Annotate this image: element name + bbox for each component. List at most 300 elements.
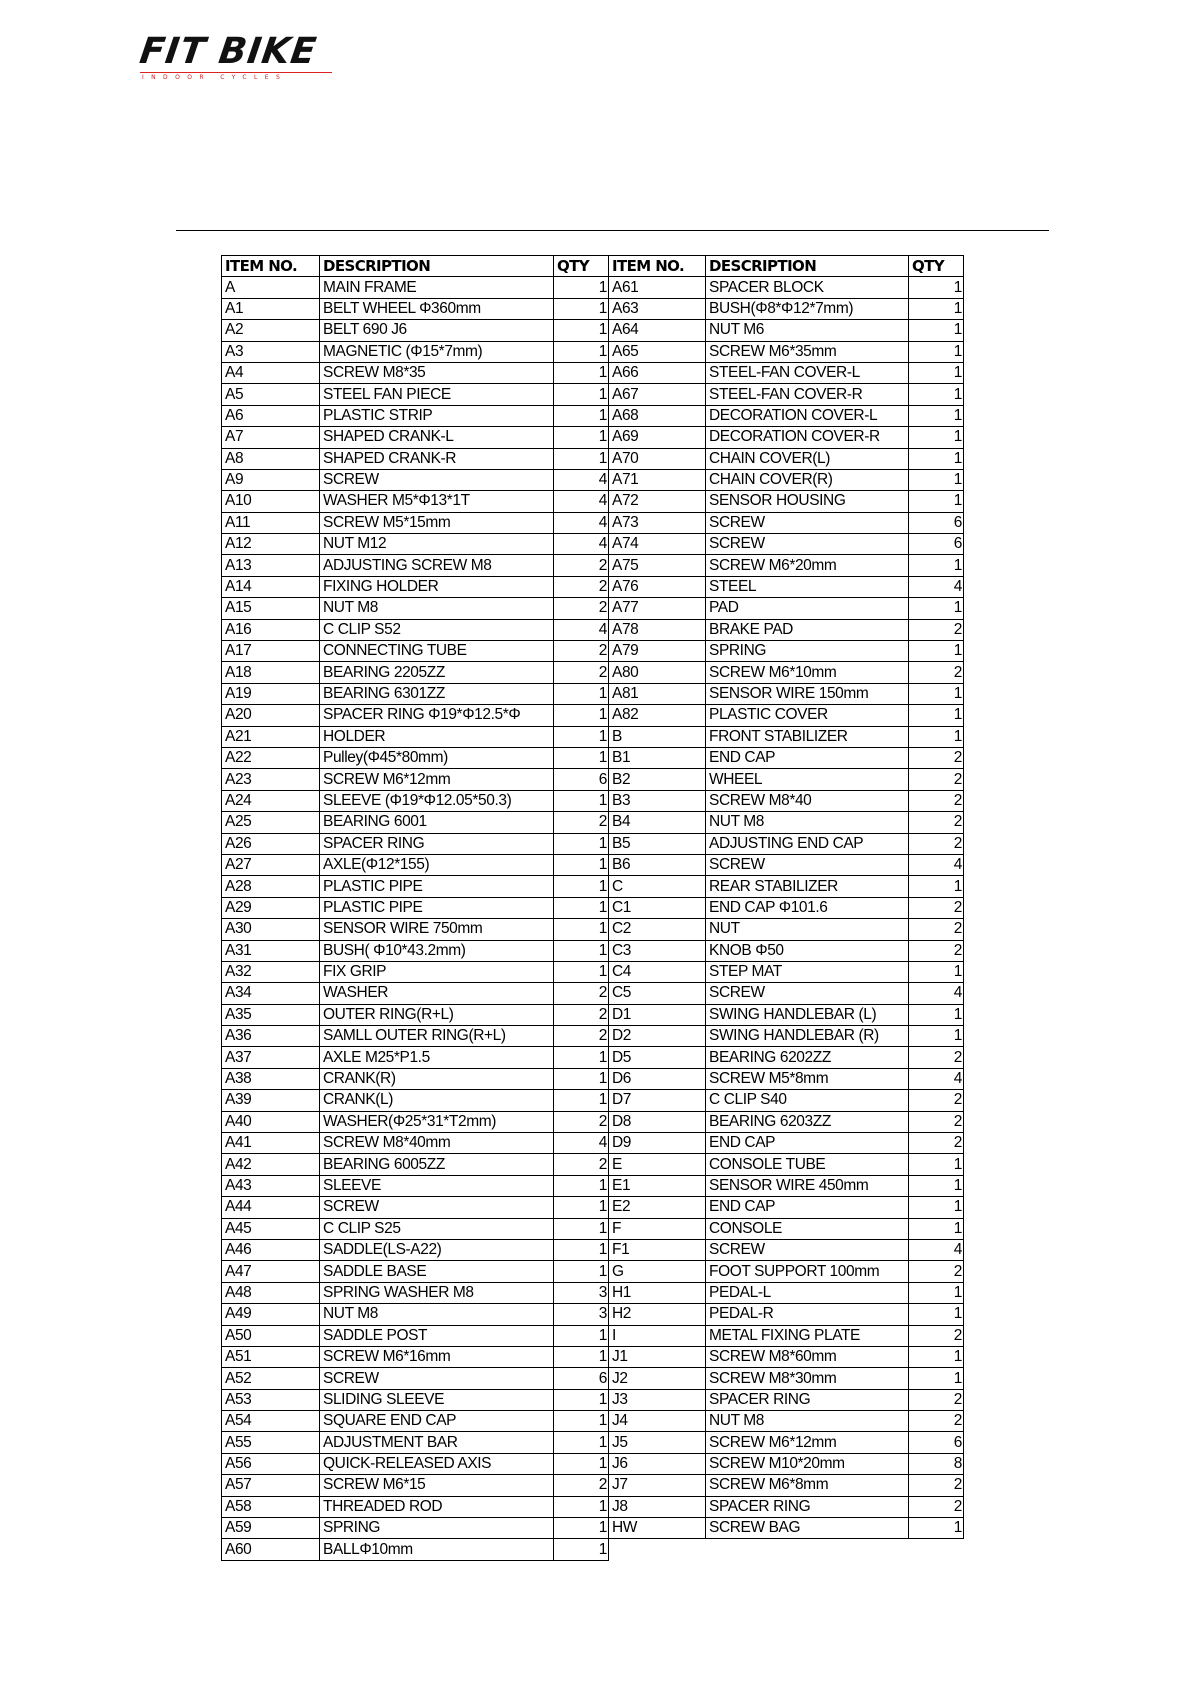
item-description: ADJUSTING END CAP <box>706 833 909 854</box>
item-number: C1 <box>609 897 706 918</box>
item-description: BELT 690 J6 <box>320 320 554 341</box>
item-number: B4 <box>609 812 706 833</box>
item-qty: 2 <box>554 983 609 1004</box>
table-row <box>222 726 609 747</box>
header-row <box>609 256 964 277</box>
item-description: SCREW M6*15 <box>320 1475 554 1496</box>
item-description: REAR STABILIZER <box>706 876 909 897</box>
table-row <box>222 1261 609 1282</box>
table-row <box>222 854 609 875</box>
table-row <box>609 512 964 533</box>
table-row <box>222 1133 609 1154</box>
item-description: SCREW M8*40mm <box>320 1133 554 1154</box>
item-number: J7 <box>609 1475 706 1496</box>
table-row <box>609 1261 964 1282</box>
item-description: BEARING 6005ZZ <box>320 1154 554 1175</box>
item-description: SENSOR WIRE 750mm <box>320 919 554 940</box>
item-qty: 4 <box>909 983 964 1004</box>
item-description: BELT WHEEL Φ360mm <box>320 298 554 319</box>
table-row <box>222 705 609 726</box>
item-qty: 1 <box>909 1304 964 1325</box>
item-description: SCREW <box>706 854 909 875</box>
item-description: CONSOLE TUBE <box>706 1154 909 1175</box>
item-description: KNOB Φ50 <box>706 940 909 961</box>
item-qty: 2 <box>554 576 609 597</box>
table-row <box>609 876 964 897</box>
table-row <box>609 384 964 405</box>
item-qty: 1 <box>554 1197 609 1218</box>
item-description: NUT M12 <box>320 534 554 555</box>
item-qty: 1 <box>554 1325 609 1346</box>
item-qty: 2 <box>909 1261 964 1282</box>
item-number: J4 <box>609 1411 706 1432</box>
item-qty: 1 <box>909 1218 964 1239</box>
item-number: A9 <box>222 469 320 490</box>
item-description: SCREW BAG <box>706 1518 909 1539</box>
item-number: J5 <box>609 1432 706 1453</box>
item-description: FIXING HOLDER <box>320 576 554 597</box>
item-number: D6 <box>609 1068 706 1089</box>
table-row <box>222 876 609 897</box>
table-row <box>609 362 964 383</box>
item-description: SCREW M8*35 <box>320 362 554 383</box>
item-qty: 1 <box>554 1261 609 1282</box>
item-number: A76 <box>609 576 706 597</box>
item-qty: 2 <box>909 747 964 768</box>
item-qty: 1 <box>554 919 609 940</box>
item-description: SCREW M8*40 <box>706 790 909 811</box>
item-qty: 2 <box>909 1111 964 1132</box>
item-qty: 2 <box>909 833 964 854</box>
table-row <box>222 598 609 619</box>
item-qty: 1 <box>554 790 609 811</box>
table-row <box>609 1389 964 1410</box>
item-number: A27 <box>222 854 320 875</box>
table-row <box>222 362 609 383</box>
item-description: SADDLE(LS-A22) <box>320 1239 554 1260</box>
item-number: A20 <box>222 705 320 726</box>
header-qty: QTY <box>554 256 609 277</box>
table-row <box>222 940 609 961</box>
item-number: A22 <box>222 747 320 768</box>
item-number: C <box>609 876 706 897</box>
item-qty: 1 <box>909 320 964 341</box>
item-description: THREADED ROD <box>320 1496 554 1517</box>
table-row <box>222 983 609 1004</box>
parts-table-left <box>221 255 609 1561</box>
item-qty: 6 <box>554 1368 609 1389</box>
item-description: ADJUSTMENT BAR <box>320 1432 554 1453</box>
table-row <box>609 833 964 854</box>
item-qty: 1 <box>554 1175 609 1196</box>
item-qty: 2 <box>554 598 609 619</box>
item-qty: 1 <box>554 1090 609 1111</box>
item-number: A43 <box>222 1175 320 1196</box>
table-row <box>609 448 964 469</box>
item-number: C3 <box>609 940 706 961</box>
item-number: A48 <box>222 1282 320 1303</box>
item-number: E2 <box>609 1197 706 1218</box>
item-description: METAL FIXING PLATE <box>706 1325 909 1346</box>
item-description: SCREW <box>706 534 909 555</box>
item-qty: 2 <box>909 1133 964 1154</box>
item-description: C CLIP S52 <box>320 619 554 640</box>
item-number: A28 <box>222 876 320 897</box>
item-qty: 1 <box>909 384 964 405</box>
item-qty: 1 <box>909 469 964 490</box>
item-number: A57 <box>222 1475 320 1496</box>
table-row <box>609 1154 964 1175</box>
item-qty: 1 <box>554 341 609 362</box>
item-description: SHAPED CRANK-L <box>320 427 554 448</box>
item-number: B <box>609 726 706 747</box>
item-description: END CAP Φ101.6 <box>706 897 909 918</box>
item-number: A35 <box>222 1004 320 1025</box>
item-number: A31 <box>222 940 320 961</box>
table-row <box>222 1368 609 1389</box>
item-number: A66 <box>609 362 706 383</box>
item-number: A10 <box>222 491 320 512</box>
item-description: NUT M8 <box>320 1304 554 1325</box>
item-description: BEARING 6001 <box>320 812 554 833</box>
item-number: A1 <box>222 298 320 319</box>
item-description: NUT M8 <box>706 812 909 833</box>
item-number: D5 <box>609 1047 706 1068</box>
table-row <box>609 961 964 982</box>
table-row <box>222 919 609 940</box>
item-description: PAD <box>706 598 909 619</box>
item-description: SPACER RING Φ19*Φ12.5*Φ <box>320 705 554 726</box>
table-row <box>609 790 964 811</box>
item-qty: 2 <box>554 1154 609 1175</box>
table-row <box>609 469 964 490</box>
item-description: C CLIP S25 <box>320 1218 554 1239</box>
table-row <box>609 1518 964 1539</box>
item-number: A12 <box>222 534 320 555</box>
item-number: A11 <box>222 512 320 533</box>
table-row <box>222 1239 609 1260</box>
header-item-no: ITEM NO. <box>222 256 320 277</box>
item-qty: 1 <box>554 1496 609 1517</box>
table-row <box>222 619 609 640</box>
item-description: PLASTIC STRIP <box>320 405 554 426</box>
table-row <box>222 1518 609 1539</box>
item-qty: 1 <box>554 854 609 875</box>
item-description: WASHER <box>320 983 554 1004</box>
item-number: A23 <box>222 769 320 790</box>
item-description: NUT M8 <box>706 1411 909 1432</box>
item-number: J6 <box>609 1453 706 1474</box>
item-number: A60 <box>222 1539 320 1560</box>
item-qty: 1 <box>909 1026 964 1047</box>
table-row <box>222 1218 609 1239</box>
table-row <box>222 1389 609 1410</box>
item-number: HW <box>609 1518 706 1539</box>
item-description: SPACER RING <box>706 1389 909 1410</box>
item-description: SCREW M6*12mm <box>320 769 554 790</box>
item-description: SENSOR WIRE 450mm <box>706 1175 909 1196</box>
item-qty: 1 <box>554 961 609 982</box>
item-qty: 4 <box>909 854 964 875</box>
item-number: A81 <box>609 683 706 704</box>
table-row <box>222 1496 609 1517</box>
item-number: A54 <box>222 1411 320 1432</box>
table-row <box>609 1496 964 1517</box>
item-number: E1 <box>609 1175 706 1196</box>
item-qty: 1 <box>909 1368 964 1389</box>
item-number: A51 <box>222 1346 320 1367</box>
table-row <box>222 1475 609 1496</box>
item-number: B3 <box>609 790 706 811</box>
item-description: PLASTIC PIPE <box>320 897 554 918</box>
table-row <box>609 1004 964 1025</box>
item-number: A29 <box>222 897 320 918</box>
table-row <box>609 1282 964 1303</box>
item-number: H2 <box>609 1304 706 1325</box>
item-description: AXLE(Φ12*155) <box>320 854 554 875</box>
table-row <box>222 491 609 512</box>
table-row <box>609 1068 964 1089</box>
item-description: SWING HANDLEBAR (R) <box>706 1026 909 1047</box>
item-description: BALLΦ10mm <box>320 1539 554 1560</box>
item-number: A56 <box>222 1453 320 1474</box>
table-row <box>609 1475 964 1496</box>
item-description: SPACER RING <box>320 833 554 854</box>
table-row <box>222 1453 609 1474</box>
item-description: BEARING 2205ZZ <box>320 662 554 683</box>
table-row <box>609 341 964 362</box>
item-description: SCREW M6*35mm <box>706 341 909 362</box>
item-qty: 2 <box>909 1325 964 1346</box>
item-number: A21 <box>222 726 320 747</box>
table-row <box>609 940 964 961</box>
item-description: SCREW <box>320 469 554 490</box>
item-qty: 6 <box>909 534 964 555</box>
table-row <box>222 1411 609 1432</box>
item-number: A80 <box>609 662 706 683</box>
table-row <box>609 854 964 875</box>
item-number: G <box>609 1261 706 1282</box>
item-number: B1 <box>609 747 706 768</box>
item-qty: 1 <box>909 961 964 982</box>
table-row <box>609 662 964 683</box>
item-number: J8 <box>609 1496 706 1517</box>
table-row <box>609 598 964 619</box>
item-number: A36 <box>222 1026 320 1047</box>
item-qty: 2 <box>909 619 964 640</box>
item-description: CONSOLE <box>706 1218 909 1239</box>
item-number: A32 <box>222 961 320 982</box>
table-row <box>222 1004 609 1025</box>
item-description: AXLE M25*P1.5 <box>320 1047 554 1068</box>
item-description: SADDLE POST <box>320 1325 554 1346</box>
table-row <box>222 769 609 790</box>
item-description: SLIDING SLEEVE <box>320 1389 554 1410</box>
item-number: A16 <box>222 619 320 640</box>
item-description: STEP MAT <box>706 961 909 982</box>
item-qty: 1 <box>554 940 609 961</box>
item-description: DECORATION COVER-R <box>706 427 909 448</box>
item-number: A14 <box>222 576 320 597</box>
table-row <box>222 1111 609 1132</box>
table-row <box>609 1197 964 1218</box>
item-number: A46 <box>222 1239 320 1260</box>
table-row <box>609 705 964 726</box>
item-qty: 1 <box>554 1346 609 1367</box>
item-qty: 6 <box>909 1432 964 1453</box>
item-number: A53 <box>222 1389 320 1410</box>
parts-list <box>221 255 964 1561</box>
table-row <box>222 534 609 555</box>
item-description: BRAKE PAD <box>706 619 909 640</box>
item-qty: 3 <box>554 1282 609 1303</box>
item-number: A19 <box>222 683 320 704</box>
item-qty: 2 <box>554 555 609 576</box>
item-qty: 2 <box>554 1475 609 1496</box>
table-row <box>222 384 609 405</box>
item-number: A77 <box>609 598 706 619</box>
item-number: A13 <box>222 555 320 576</box>
item-description: SENSOR HOUSING <box>706 491 909 512</box>
item-description: OUTER RING(R+L) <box>320 1004 554 1025</box>
item-qty: 3 <box>554 1304 609 1325</box>
table-row <box>609 534 964 555</box>
item-description: SADDLE BASE <box>320 1261 554 1282</box>
item-number: A <box>222 277 320 298</box>
item-number: A49 <box>222 1304 320 1325</box>
item-qty: 1 <box>554 1411 609 1432</box>
item-qty: 1 <box>554 876 609 897</box>
item-qty: 2 <box>554 812 609 833</box>
table-row <box>609 427 964 448</box>
item-number: A42 <box>222 1154 320 1175</box>
table-row <box>609 1133 964 1154</box>
item-qty: 1 <box>909 598 964 619</box>
item-qty: 1 <box>554 1432 609 1453</box>
item-qty: 2 <box>909 897 964 918</box>
item-description: MAIN FRAME <box>320 277 554 298</box>
item-description: SCREW <box>706 983 909 1004</box>
item-qty: 6 <box>909 512 964 533</box>
item-number: D8 <box>609 1111 706 1132</box>
table-row <box>222 277 609 298</box>
item-qty: 1 <box>554 1518 609 1539</box>
table-row <box>222 790 609 811</box>
item-description: BEARING 6301ZZ <box>320 683 554 704</box>
item-qty: 2 <box>554 1111 609 1132</box>
item-qty: 1 <box>909 1346 964 1367</box>
table-row <box>222 555 609 576</box>
item-description: NUT <box>706 919 909 940</box>
item-number: A61 <box>609 277 706 298</box>
item-number: A39 <box>222 1090 320 1111</box>
item-description: SPRING <box>320 1518 554 1539</box>
table-row <box>222 1304 609 1325</box>
item-description: CHAIN COVER(R) <box>706 469 909 490</box>
table-row <box>222 341 609 362</box>
item-number: A18 <box>222 662 320 683</box>
item-qty: 2 <box>909 919 964 940</box>
item-description: SPRING <box>706 641 909 662</box>
item-qty: 4 <box>554 1133 609 1154</box>
item-number: A55 <box>222 1432 320 1453</box>
item-description: BUSH(Φ8*Φ12*7mm) <box>706 298 909 319</box>
item-description: CONNECTING TUBE <box>320 641 554 662</box>
table-row <box>609 1047 964 1068</box>
item-number: D1 <box>609 1004 706 1025</box>
item-description: SCREW M10*20mm <box>706 1453 909 1474</box>
table-row <box>222 448 609 469</box>
table-row <box>609 1411 964 1432</box>
item-qty: 2 <box>909 812 964 833</box>
item-number: A37 <box>222 1047 320 1068</box>
item-qty: 4 <box>909 1239 964 1260</box>
table-row <box>222 1154 609 1175</box>
item-description: BEARING 6202ZZ <box>706 1047 909 1068</box>
item-qty: 1 <box>909 277 964 298</box>
item-description: NUT M8 <box>320 598 554 619</box>
table-row <box>609 726 964 747</box>
item-qty: 1 <box>909 341 964 362</box>
item-qty: 6 <box>554 769 609 790</box>
item-number: A71 <box>609 469 706 490</box>
item-number: C5 <box>609 983 706 1004</box>
table-row <box>609 491 964 512</box>
item-number: A50 <box>222 1325 320 1346</box>
item-description: STEEL-FAN COVER-L <box>706 362 909 383</box>
table-row <box>609 1218 964 1239</box>
item-qty: 1 <box>554 747 609 768</box>
item-number: A68 <box>609 405 706 426</box>
item-number: A44 <box>222 1197 320 1218</box>
item-number: H1 <box>609 1282 706 1303</box>
table-row <box>222 320 609 341</box>
item-number: A67 <box>609 384 706 405</box>
item-qty: 2 <box>909 940 964 961</box>
item-number: A72 <box>609 491 706 512</box>
logo-wordmark: FIT BIKE <box>137 31 320 72</box>
header-item-no: ITEM NO. <box>609 256 706 277</box>
item-description: END CAP <box>706 1133 909 1154</box>
item-number: A78 <box>609 619 706 640</box>
item-number: A41 <box>222 1133 320 1154</box>
item-number: J1 <box>609 1346 706 1367</box>
item-number: A25 <box>222 812 320 833</box>
item-description: WHEEL <box>706 769 909 790</box>
item-description: SWING HANDLEBAR (L) <box>706 1004 909 1025</box>
table-row <box>609 405 964 426</box>
item-qty: 2 <box>554 662 609 683</box>
item-qty: 1 <box>554 1389 609 1410</box>
item-number: A64 <box>609 320 706 341</box>
item-description: SPACER BLOCK <box>706 277 909 298</box>
item-qty: 8 <box>909 1453 964 1474</box>
table-row <box>222 1047 609 1068</box>
table-row <box>222 1090 609 1111</box>
table-row <box>609 1304 964 1325</box>
table-row <box>609 298 964 319</box>
table-row <box>222 812 609 833</box>
item-description: FOOT SUPPORT 100mm <box>706 1261 909 1282</box>
item-qty: 1 <box>554 705 609 726</box>
item-number: A73 <box>609 512 706 533</box>
item-qty: 2 <box>909 769 964 790</box>
item-number: C4 <box>609 961 706 982</box>
item-number: B2 <box>609 769 706 790</box>
table-row <box>222 1175 609 1196</box>
item-number: A7 <box>222 427 320 448</box>
item-description: CRANK(L) <box>320 1090 554 1111</box>
